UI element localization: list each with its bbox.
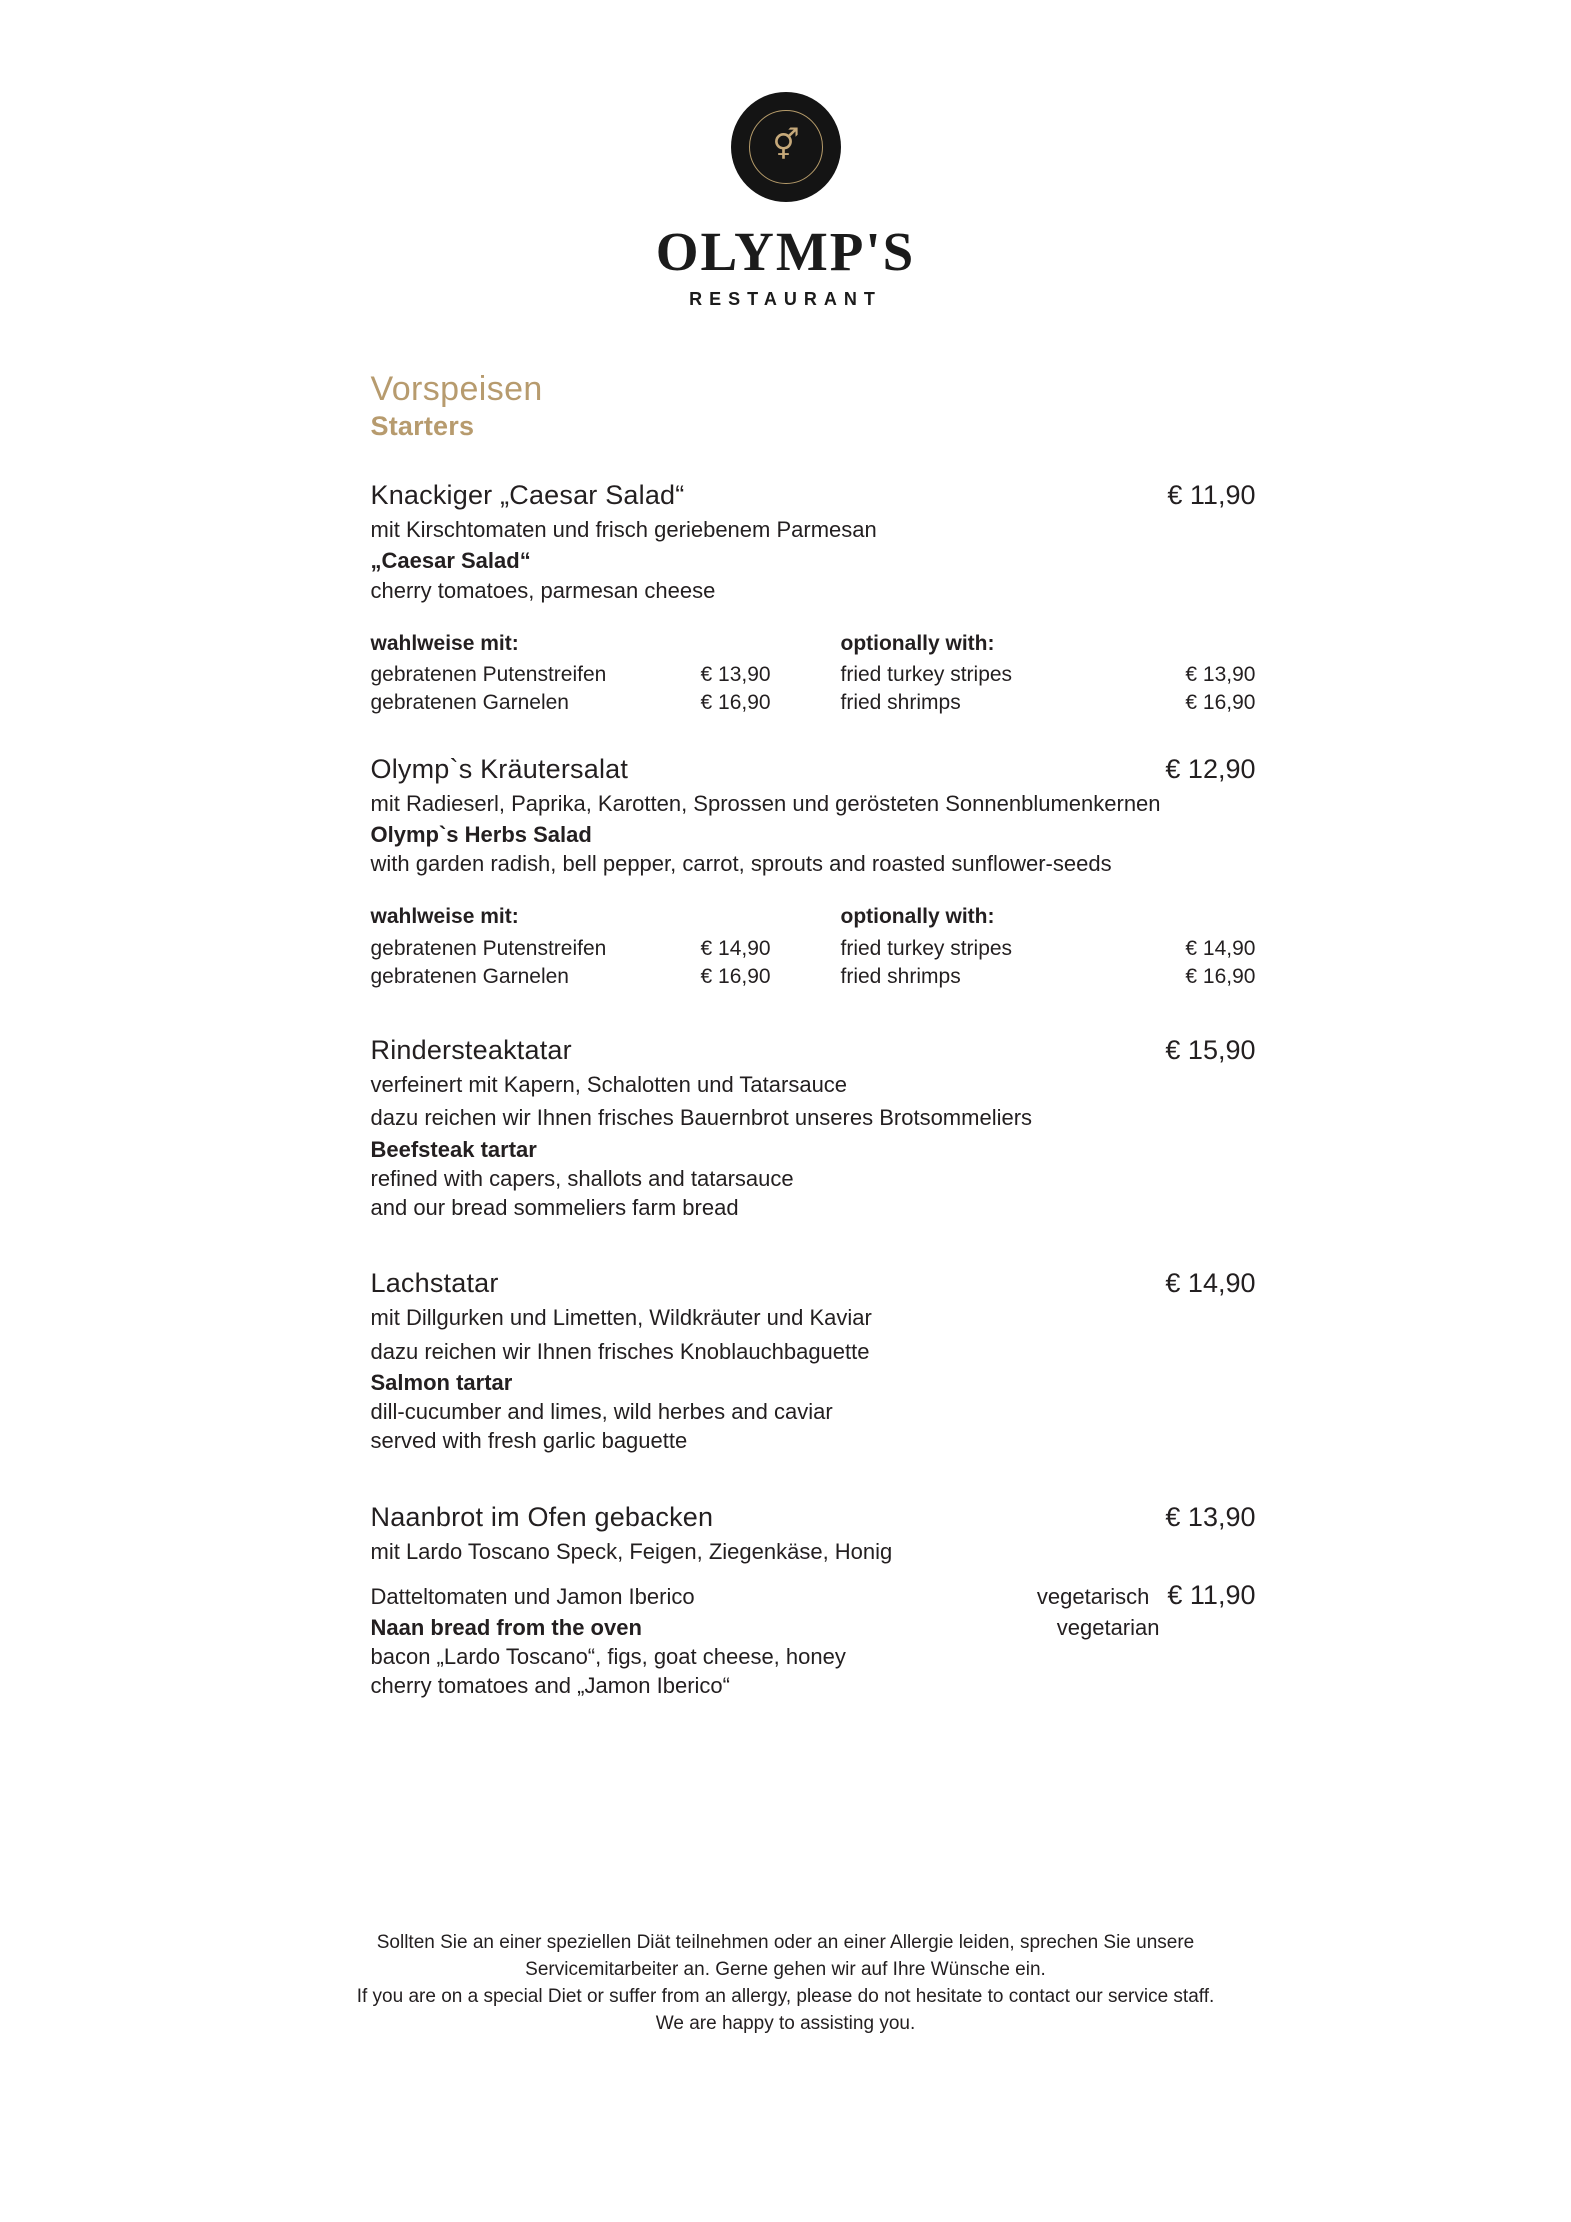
flame-glyph: ⚥ — [772, 129, 800, 163]
menu-item-desc-en: with garden radish, bell pepper, carrot, sprouts and roasted sunflower-seeds — [370, 851, 1112, 877]
allergy-notice — [0, 1930, 1571, 2038]
menu-item-desc-en: bacon „Lardo Toscano“, figs, goat cheese, honey — [370, 1644, 846, 1670]
menu-item-desc-en-2: and our bread sommeliers farm bread — [370, 1195, 739, 1221]
option-label-de: gebratenen Garnelen — [370, 964, 569, 988]
menu-item-variant-row — [371, 1580, 1256, 1611]
option-label-de: gebratenen Putenstreifen — [370, 663, 607, 687]
menu-item-header — [371, 1268, 1256, 1299]
variant-label-de: Datteltomaten und Jamon Iberico — [370, 1583, 695, 1609]
menu-item-options — [371, 904, 1256, 989]
menu-item-desc-en-2: served with fresh garlic baguette — [370, 1428, 688, 1454]
option-price-de: € 16,90 — [700, 964, 771, 988]
options-header-spacer-2 — [1081, 631, 1256, 661]
menu-content — [186, 370, 1386, 1701]
menu-item-desc-en: refined with capers, shallots and tatarsauce — [370, 1165, 794, 1191]
option-label-de: gebratenen Garnelen — [370, 690, 569, 714]
allergy-notice-line-1: Sollten Sie an einer speziellen Diät teilnehmen oder an einer Allergie leiden, sprechen Sie unsere — [376, 1932, 1195, 1953]
option-label-en: fried turkey stripes — [840, 936, 1013, 960]
options-header-spacer — [701, 904, 841, 934]
options-header-en: optionally with: — [840, 905, 995, 929]
menu-item — [371, 1268, 1256, 1455]
olympic-flame-icon — [731, 92, 841, 202]
menu-item-header — [371, 1035, 1256, 1066]
variant-price: € 11,90 — [1167, 1579, 1256, 1610]
menu-item-name-de: Knackiger „Caesar Salad“ — [370, 480, 685, 510]
option-price-de: € 16,90 — [700, 690, 771, 714]
variant-tag-de: vegetarisch — [1036, 1583, 1150, 1609]
options-header-spacer — [701, 631, 841, 661]
options-header-en: optionally with: — [840, 631, 995, 655]
section-title-de: Vorspeisen — [370, 370, 543, 408]
logo-wordmark: OLYMP'S — [655, 221, 916, 282]
menu-item-desc-de: mit Dillgurken und Limetten, Wildkräuter und Kaviar — [370, 1305, 872, 1331]
option-price-en: € 13,90 — [1185, 663, 1256, 687]
menu-item-name-en: Olymp`s Herbs Salad — [370, 821, 592, 847]
menu-item — [371, 480, 1256, 716]
menu-item-desc-en-2: cherry tomatoes and „Jamon Iberico“ — [370, 1673, 730, 1699]
menu-item-variant-row-en — [371, 1611, 1256, 1642]
menu-item-name-en: Naan bread from the oven — [370, 1614, 642, 1640]
menu-item-price: € 13,90 — [1165, 1501, 1256, 1532]
menu-item-desc-de: mit Lardo Toscano Speck, Feigen, Ziegenkäse, Honig — [370, 1538, 893, 1564]
menu-item-desc-en: cherry tomatoes, parmesan cheese — [370, 577, 716, 603]
variant-tag-en: vegetarian — [1056, 1614, 1160, 1640]
option-label-en: fried shrimps — [840, 690, 961, 714]
allergy-notice-line-3: If you are on a special Diet or suffer from an allergy, please do not hesitate to contact our service staff. — [356, 1985, 1215, 2007]
section-heading — [371, 370, 1256, 442]
menu-item-name-de: Olymp`s Kräutersalat — [370, 753, 629, 784]
menu-item-name-en: „Caesar Salad“ — [370, 548, 531, 574]
menu-item-desc-de: verfeinert mit Kapern, Schalotten und Tatarsauce — [370, 1072, 848, 1098]
menu-item-name-de: Rindersteaktatar — [370, 1035, 572, 1066]
restaurant-logo — [0, 0, 1571, 310]
menu-item-price: € 11,90 — [1167, 480, 1256, 510]
option-price-en: € 16,90 — [1185, 964, 1256, 988]
menu-item — [371, 754, 1256, 990]
option-price-en: € 16,90 — [1185, 690, 1256, 714]
menu-item-desc-de: mit Kirschtomaten und frisch geriebenem Parmesan — [370, 517, 877, 542]
menu-item-name-en: Beefsteak tartar — [370, 1136, 537, 1162]
menu-item-desc-en: dill-cucumber and limes, wild herbes and caviar — [370, 1399, 833, 1425]
option-price-de: € 13,90 — [700, 663, 771, 687]
menu-item-desc-de-2: dazu reichen wir Ihnen frisches Bauernbrot unseres Brotsommeliers — [370, 1105, 1033, 1131]
menu-item — [371, 1035, 1256, 1222]
menu-item-header — [371, 1502, 1256, 1533]
menu-item — [371, 1502, 1256, 1701]
section-title-en: Starters — [370, 411, 475, 441]
logo-subtitle: RESTAURANT — [689, 289, 882, 309]
option-label-en: fried turkey stripes — [840, 663, 1013, 687]
option-price-en: € 14,90 — [1185, 936, 1256, 960]
menu-item-name-en: Salmon tartar — [370, 1369, 513, 1395]
options-header-spacer-2 — [1081, 904, 1256, 934]
menu-item-header — [371, 480, 1256, 511]
allergy-notice-line-2: Servicemitarbeiter an. Gerne gehen wir auf Ihre Wünsche ein. — [525, 1958, 1046, 1980]
menu-item-price: € 15,90 — [1165, 1035, 1256, 1066]
menu-item-name-de: Naanbrot im Ofen gebacken — [370, 1501, 714, 1532]
menu-item-name-de: Lachstatar — [370, 1268, 499, 1299]
options-header-de: wahlweise mit: — [370, 905, 519, 929]
menu-item-desc-de-2: dazu reichen wir Ihnen frisches Knoblauchbaguette — [370, 1338, 870, 1364]
menu-item-desc-de: mit Radieserl, Paprika, Karotten, Sprossen und gerösteten Sonnenblumenkernen — [370, 790, 1161, 816]
menu-item-price: € 14,90 — [1165, 1268, 1256, 1299]
menu-item-header — [371, 754, 1256, 785]
menu-item-price: € 12,90 — [1165, 753, 1256, 784]
options-header-de: wahlweise mit: — [370, 631, 519, 655]
option-label-en: fried shrimps — [840, 964, 961, 988]
option-price-de: € 14,90 — [700, 936, 771, 960]
allergy-notice-line-4: We are happy to assisting you. — [655, 2012, 916, 2034]
menu-item-options — [371, 631, 1256, 716]
option-label-de: gebratenen Putenstreifen — [370, 936, 607, 960]
variant-price-group — [1037, 1580, 1256, 1611]
